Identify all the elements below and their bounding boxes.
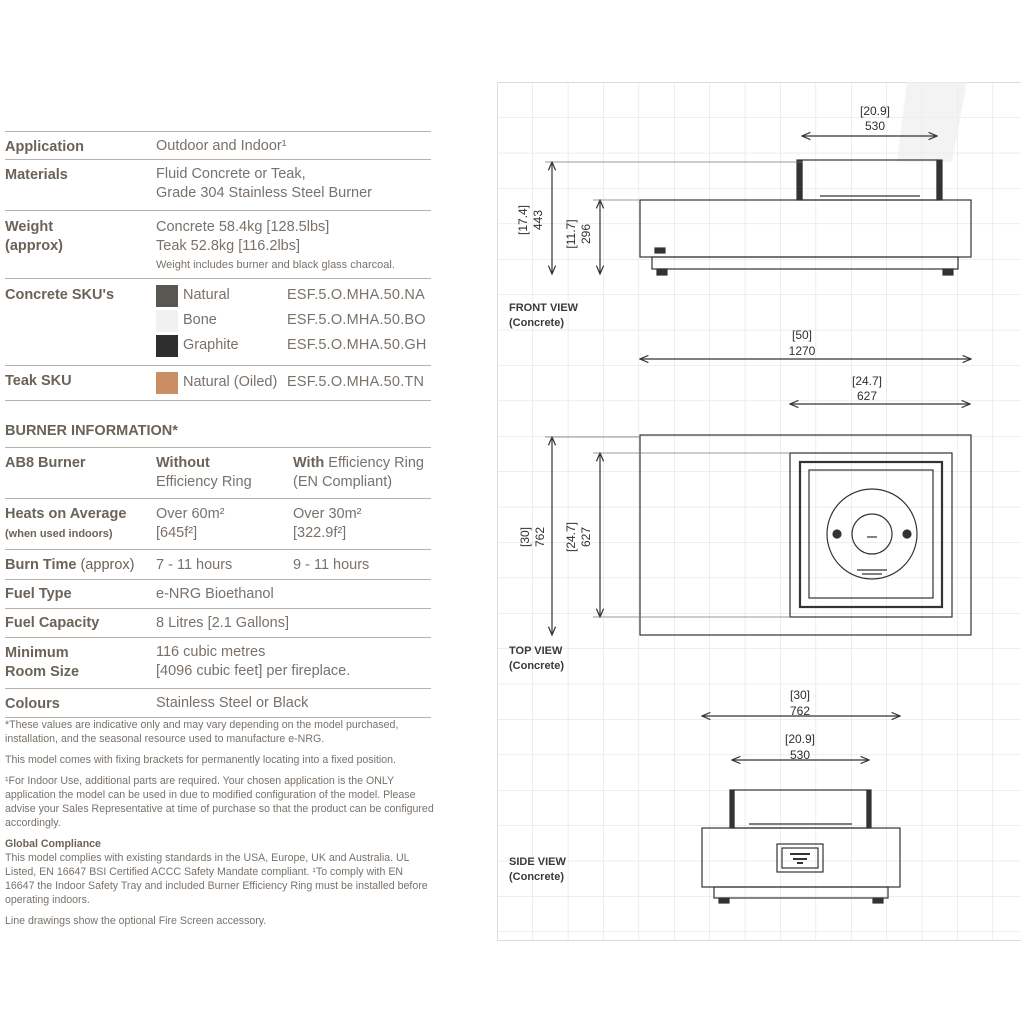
swatch-name: Bone (183, 312, 217, 328)
burner-value: [645f²] (156, 525, 198, 541)
burner-value: Over 30m² (293, 506, 362, 522)
top-height2-mm: 627 (579, 526, 593, 548)
burner-col2-rest: Efficiency Ring (324, 455, 424, 471)
spec-note: Weight includes burner and black glass charcoal. (156, 259, 395, 271)
spec-label: Materials (5, 167, 68, 183)
swatch-name: Graphite (183, 337, 239, 353)
spec-label: Weight (5, 219, 54, 235)
spec-value: Teak 52.8kg [116.2lbs] (156, 238, 301, 254)
burner-table (5, 447, 431, 718)
front-width-in: [20.9] (859, 104, 891, 118)
side-view-title: SIDE VIEW (509, 856, 566, 868)
burner-row-min-room (5, 637, 431, 688)
burner-label: Colours (5, 696, 60, 712)
spec-label: Concrete SKU's (5, 287, 115, 303)
top-height2-in: [24.7] (564, 521, 578, 553)
side-foot-left (719, 898, 729, 903)
sku-code: ESF.5.O.MHA.50.GH (287, 337, 427, 353)
burner-label: AB8 Burner (5, 455, 86, 471)
spec-table (5, 131, 431, 401)
swatch-natural (156, 285, 178, 307)
top-burner-dot (833, 530, 841, 538)
burner-label-rest: (approx) (76, 557, 135, 573)
footnote: Line drawings show the optional Fire Screen accessory. (5, 915, 267, 927)
burner-col1-sub: Efficiency Ring (156, 474, 252, 490)
front-view-title: FRONT VIEW (509, 302, 579, 314)
top-height-in: [30] (518, 526, 532, 548)
burner-row-colours (5, 688, 431, 718)
technical-drawings (497, 82, 1021, 942)
swatch-teak (156, 372, 178, 394)
spec-label: (approx) (5, 238, 63, 254)
spec-label: Teak SKU (5, 373, 72, 389)
sku-code: ESF.5.O.MHA.50.NA (287, 287, 425, 303)
top-width-in: [50] (791, 328, 813, 342)
burner-label: Fuel Type (5, 586, 72, 602)
top-view-title: TOP VIEW (509, 645, 563, 657)
burner-value: 116 cubic metres (156, 644, 266, 660)
spec-row-application (5, 131, 431, 159)
side-view-material: (Concrete) (509, 871, 565, 883)
spec-value: Grade 304 Stainless Steel Burner (156, 185, 373, 201)
sku-code: ESF.5.O.MHA.50.BO (287, 312, 426, 328)
burner-section-title: BURNER INFORMATION* (5, 423, 178, 439)
front-badge (655, 248, 665, 253)
footnotes (5, 718, 435, 935)
burner-value: Over 60m² (156, 506, 225, 522)
burner-row-fuel-capacity (5, 608, 431, 637)
spec-row-concrete-skus (5, 278, 431, 365)
spec-row-teak-sku (5, 365, 431, 401)
burner-col2-bold: With (293, 455, 325, 471)
spec-value: Concrete 58.4kg [128.5lbs] (156, 219, 330, 235)
sku-code: ESF.5.O.MHA.50.TN (287, 374, 425, 390)
side-width2-mm: 530 (789, 748, 811, 762)
burner-row-heats (5, 498, 431, 549)
front-width-mm: 530 (864, 119, 886, 133)
burner-label (5, 556, 134, 575)
burner-row-fuel-type (5, 579, 431, 608)
front-screen-post-left (797, 160, 802, 200)
top-height-mm: 762 (533, 526, 547, 548)
top-width-mm: 1270 (788, 344, 816, 358)
burner-row-burn-time (5, 549, 431, 579)
burner-value: Stainless Steel or Black (156, 695, 309, 711)
burner-value: [4096 cubic feet] per fireplace. (156, 663, 351, 679)
footnote: ¹For Indoor Use, additional parts are required. Your chosen application is the ONLY application the model can be used in due to modified configuration of the model. Please advise your Sales Representative at time of purchase so that the product can be configured accordingly. (5, 775, 434, 829)
side-screen-post-right (867, 790, 871, 828)
burner-value: [322.9f²] (293, 525, 347, 541)
spec-row-weight (5, 210, 431, 278)
burner-label: Heats on Average (5, 506, 127, 522)
swatch-name: Natural (183, 287, 230, 303)
top-width2-mm: 627 (856, 389, 878, 403)
burner-label-bold: Burn Time (5, 557, 77, 573)
top-view-material: (Concrete) (509, 660, 565, 672)
compliance-title: Global Compliance (5, 838, 101, 850)
front-h2-in: [11.7] (564, 219, 578, 249)
front-foot-left (657, 269, 667, 275)
burner-value: 7 - 11 hours (156, 557, 233, 573)
burner-label: Minimum (5, 645, 69, 661)
burner-col2-head (293, 454, 424, 473)
side-foot-right (873, 898, 883, 903)
burner-label: Room Size (5, 664, 80, 680)
front-screen-post-right (937, 160, 942, 200)
side-width-in: [30] (789, 688, 811, 702)
front-foot-right (943, 269, 953, 275)
front-h1-in: [17.4] (516, 204, 530, 236)
swatch-graphite (156, 335, 178, 357)
swatch-bone (156, 310, 178, 332)
top-width2-in: [24.7] (851, 374, 883, 388)
top-burner-dot (903, 530, 911, 538)
burner-col2-sub: (EN Compliant) (293, 474, 393, 490)
burner-label-sub: (when used indoors) (5, 528, 113, 540)
burner-value: 8 Litres [2.1 Gallons] (156, 615, 289, 631)
spec-value: Outdoor and Indoor¹ (156, 138, 287, 154)
spec-label: Application (5, 139, 84, 155)
side-screen-post-left (730, 790, 734, 828)
burner-label: Fuel Capacity (5, 615, 100, 631)
burner-value: 9 - 11 hours (293, 557, 370, 573)
spec-value: Fluid Concrete or Teak, (156, 166, 306, 182)
swatch-name: Natural (Oiled) (183, 374, 278, 390)
side-width-mm: 762 (789, 704, 811, 718)
front-h2-mm: 296 (579, 223, 593, 245)
burner-value: e-NRG Bioethanol (156, 586, 274, 602)
burner-col1-head: Without (156, 455, 210, 471)
front-h1-mm: 443 (531, 209, 545, 231)
footnote: *These values are indicative only and may vary depending on the model purchased, installation, and the seasonal resource used to manufacture e-NRG. (5, 719, 399, 745)
front-view-material: (Concrete) (509, 317, 565, 329)
side-width2-in: [20.9] (784, 732, 816, 746)
compliance-text: This model complies with existing standards in the USA, Europe, UK and Australia. UL Listed, EN 16647 BSI Certified ACCC Safety Mandate compliant. ¹To comply with EN 16647 the Indoor Safety Tray and included Burner Efficiency Ring must be installed before operating indoors. (5, 852, 428, 906)
spec-row-materials (5, 159, 431, 210)
burner-row-header (5, 447, 431, 498)
footnote: This model comes with fixing brackets for permanently locating into a fixed position. (5, 754, 396, 766)
